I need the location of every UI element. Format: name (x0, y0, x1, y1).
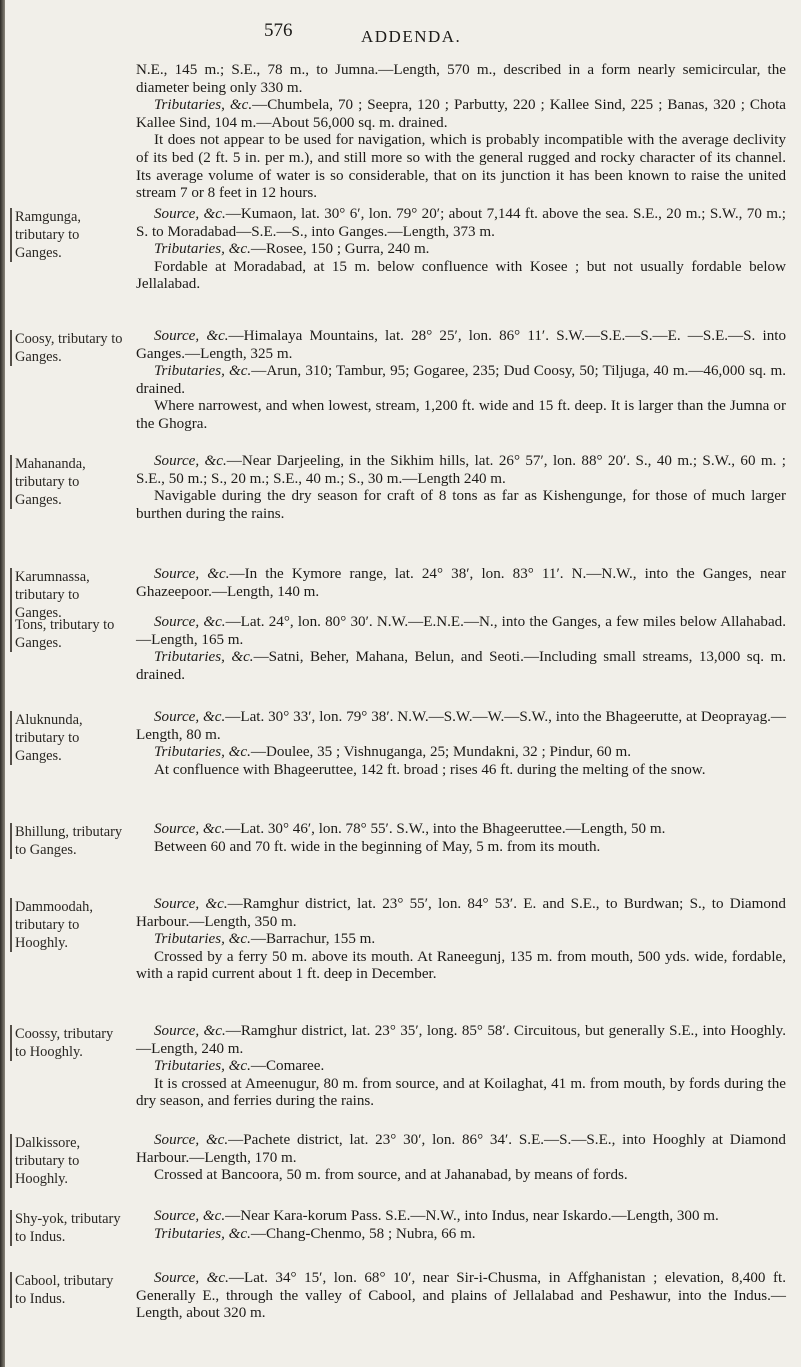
entry-paragraph: Where narrowest, and when lowest, stream, 1,200 ft. wide and 15 ft. deep. It is larger than the Jumna or the Ghogra. (136, 398, 786, 432)
entry-body-2 (136, 328, 786, 434)
entry-paragraph: Source, &c.—Near Kara-korum Pass. S.E.—N.W., into Indus, near Iskardo.—Length, 300 m. (154, 1208, 719, 1224)
entry-paragraph: Fordable at Moradabad, at 15 m. below confluence with Kosee ; but not usually fordable below Jellalabad. (136, 258, 786, 293)
entry-paragraph: Source, &c.—Lat. 30° 33′, lon. 79° 38′. N.W.—S.W.—W.—S.W., into the Bhageerutte, at Deoprayag.—Length, 80 m. (136, 709, 786, 743)
entry-body-5 (136, 614, 786, 684)
entry-paragraph: Tributaries, &c.—Chang-Chenmo, 58 ; Nubra, 66 m. (154, 1225, 476, 1242)
entry-body-3 (136, 453, 786, 523)
side-note: Cabool, tributary to Indus. (10, 1272, 123, 1308)
entry-paragraph: Tributaries, &c.—Satni, Beher, Mahana, Belun, and Seoti.—Including small streams, 13,000 sq. m. drained. (136, 649, 786, 683)
entry-paragraph: Source, &c.—Himalaya Mountains, lat. 28° 25′, lon. 86° 11′. S.W.—S.E.—S.—E. —S.E.—S. into Ganges.—Length, 325 m. (136, 328, 786, 362)
side-note: Coossy, tributary to Hooghly. (10, 1025, 123, 1061)
entry-paragraph: Source, &c.—Pachete district, lat. 23° 30′, lon. 86° 34′. S.E.—S.—S.E., into Hooghly at Diamond Harbour.—Length, 170 m. (136, 1132, 786, 1166)
entry-paragraph: Tributaries, &c.—Doulee, 35 ; Vishnuganga, 25; Mundakni, 32 ; Pindur, 60 m. (154, 744, 632, 761)
side-note: Coosy, tributary to Ganges. (10, 330, 123, 366)
entry-body-10 (136, 1132, 786, 1185)
entry-paragraph: Between 60 and 70 ft. wide in the beginning of May, 5 m. from its mouth. (154, 838, 601, 855)
side-note: Ramgunga, tributary to Ganges. (10, 208, 123, 262)
entry-paragraph: Source, &c.—In the Kymore range, lat. 24° 38′, lon. 83° 11′. N.—N.W., into the Ganges, near Ghazeepoor.—Length, 140 m. (136, 566, 786, 600)
page-number: 576 (264, 20, 293, 41)
entry-paragraph: Source, &c.—Ramghur district, lat. 23° 35′, long. 85° 58′. Circuitous, but generally S.E., into Hooghly.—Length, 240 m. (136, 1023, 786, 1057)
running-head: ADDENDA. (361, 27, 462, 46)
entry-body-1 (136, 206, 786, 294)
entry-paragraph: It is crossed at Ameenugur, 80 m. from source, and at Koilaghat, 41 m. from mouth, by fords during the dry season, and ferries during the rains. (136, 1075, 786, 1110)
entry-paragraph: Tributaries, &c.—Arun, 310; Tambur, 95; Gogaree, 235; Dud Coosy, 50; Tiljuga, 40 m.—46,000 sq. m. drained. (136, 363, 786, 397)
entry-paragraph: Source, &c.—Lat. 24°, lon. 80° 30′. N.W.—E.N.E.—N., into the Ganges, a few miles below Allahabad.—Length, 165 m. (136, 614, 786, 648)
side-note: Shy-yok, tributary to Indus. (10, 1210, 123, 1246)
side-note: Tons, tributary to Ganges. (10, 616, 123, 652)
entry-paragraph: Crossed at Bancoora, 50 m. from source, and at Jahanabad, by means of fords. (154, 1167, 628, 1184)
entry-paragraph: Navigable during the dry season for craft of 8 tons as far as Kishengunge, for those of much larger burthen during the rains. (136, 488, 786, 522)
entry-paragraph: Source, &c.—Near Darjeeling, in the Sikhim hills, lat. 26° 57′, lon. 88° 20′. S., 40 m.; S.W., 60 m. ; S.E., 50 m.; S., 20 m.; S.E., 40 m.; S., 30 m.—Length 240 m. (136, 453, 786, 487)
side-note: Dalkissore, tributary to Hooghly. (10, 1134, 123, 1188)
page-binding-edge (0, 0, 5, 1367)
entry-body-4 (136, 566, 786, 601)
entry-paragraph: Source, &c.—Ramghur district, lat. 23° 55′, lon. 84° 53′. E. and S.E., to Burdwan; S., to Diamond Harbour.—Length, 350 m. (136, 896, 786, 930)
entry-paragraph: N.E., 145 m.; S.E., 78 m., to Jumna.—Length, 570 m., described in a form nearly semicircular, the diameter being only 330 m. (136, 62, 786, 96)
side-note: Dammoodah, tributary to Hooghly. (10, 898, 123, 952)
entry-body-11 (136, 1208, 786, 1243)
entry-body-12 (136, 1270, 786, 1323)
entry-paragraph: At confluence with Bhageeruttee, 142 ft. broad ; rises 46 ft. during the melting of the snow. (154, 761, 706, 778)
entry-body-6 (136, 709, 786, 779)
side-note: Karumnassa, tributary to Ganges. (10, 568, 123, 622)
side-note: Bhillung, tributary to Ganges. (10, 823, 123, 859)
entry-paragraph: It does not appear to be used for navigation, which is probably incompatible with the average declivity of its bed (2 ft. 5 in. per m.), and still more so with the general rugged and rocky character of its channel. Its average volume of water is so considerable, that on its junction it has been known to raise the united stream 7 or 8 feet in 12 hours. (136, 132, 786, 202)
entry-paragraph: Tributaries, &c.—Rosee, 150 ; Gurra, 240 m. (154, 241, 430, 258)
entry-paragraph: Tributaries, &c.—Comaree. (154, 1058, 325, 1075)
entry-paragraph: Tributaries, &c.—Barrachur, 155 m. (154, 931, 376, 948)
entry-body-0 (136, 62, 786, 203)
entry-body-7 (136, 821, 786, 856)
entry-paragraph: Source, &c.—Lat. 30° 46′, lon. 78° 55′. S.W., into the Bhageeruttee.—Length, 50 m. (154, 821, 666, 837)
entry-paragraph: Source, &c.—Lat. 34° 15′, lon. 68° 10′, near Sir-i-Chusma, in Affghanistan ; elevation, 8,400 ft. Generally E., through the valley of Cabool, and plains of Jellalabad and Peshawur, into the Indus.—Length, about 320 m. (136, 1270, 786, 1322)
entry-paragraph: Tributaries, &c.—Chumbela, 70 ; Seepra, 120 ; Parbutty, 220 ; Kallee Sind, 225 ; Banas, 320 ; Chota Kallee Sind, 104 m.—About 56,000 sq. m. drained. (136, 97, 786, 131)
side-note: Aluknunda, tributary to Ganges. (10, 711, 123, 765)
entry-body-9 (136, 1023, 786, 1111)
entry-paragraph: Crossed by a ferry 50 m. above its mouth. At Raneegunj, 135 m. from mouth, 500 yds. wide, fordable, with a rapid current about 1 ft. deep in December. (136, 948, 786, 983)
entry-body-8 (136, 896, 786, 984)
side-note: Mahananda, tributary to Ganges. (10, 455, 123, 509)
entry-paragraph: Source, &c.—Kumaon, lat. 30° 6′, lon. 79° 20′; about 7,144 ft. above the sea. S.E., 20 m.; S.W., 70 m.; S. to Moradabad—S.E.—S., into Ganges.—Length, 373 m. (136, 206, 786, 240)
